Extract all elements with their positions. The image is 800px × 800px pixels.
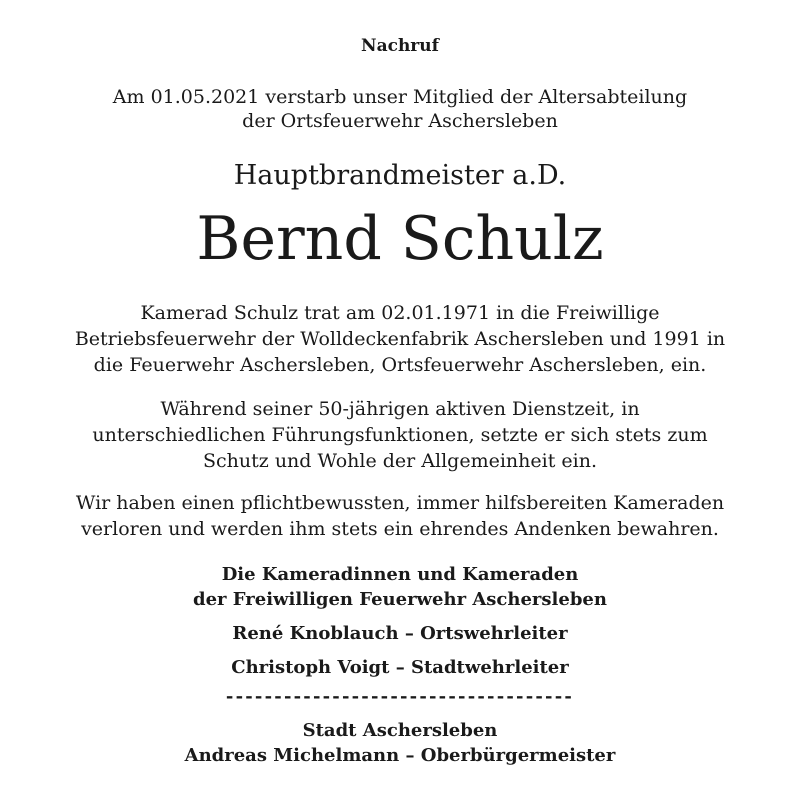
paragraph-1-line-3: die Feuerwehr Aschersleben, Ortsfeuerwehr Aschersleben, ein.: [93, 354, 707, 376]
dashed-divider: ------------------------------------: [225, 686, 575, 707]
intro-line-2: der Ortsfeuerwehr Aschersleben: [242, 110, 558, 132]
intro-line-1: Am 01.05.2021 verstarb unser Mitglied der Altersabteilung: [112, 86, 688, 108]
paragraph-1-line-2: Betriebsfeuerwehr der Wolldeckenfabrik Aschersleben und 1991 in: [74, 328, 726, 350]
paragraph-2-line-3: Schutz und Wohle der Allgemeinheit ein.: [203, 450, 597, 472]
deceased-rank: Hauptbrandmeister a.D.: [233, 160, 567, 191]
deceased-name: Bernd Schulz: [196, 204, 604, 274]
paragraph-2-line-1: Während seiner 50-jährigen aktiven Dienstzeit, in: [160, 398, 640, 420]
mayor-signature: Andreas Michelmann – Oberbürgermeister: [184, 745, 616, 766]
paragraph-2-line-2: unterschiedlichen Führungsfunktionen, setzte er sich stets zum: [92, 424, 708, 446]
city-name: Stadt Aschersleben: [302, 720, 498, 741]
signatory-local-chief: René Knoblauch – Ortswehrleiter: [232, 623, 568, 644]
paragraph-3-line-2: verloren und werden ihm stets ein ehrendes Andenken bewahren.: [81, 518, 719, 540]
paragraph-1-line-1: Kamerad Schulz trat am 02.01.1971 in die Freiwillige: [140, 302, 660, 324]
signatory-group-line-2: der Freiwilligen Feuerwehr Aschersleben: [193, 589, 607, 610]
paragraph-3-line-1: Wir haben einen pflichtbewussten, immer hilfsbereiten Kameraden: [75, 492, 725, 514]
signatory-group-line-1: Die Kameradinnen und Kameraden: [221, 564, 579, 585]
signatory-city-chief: Christoph Voigt – Stadtwehrleiter: [231, 657, 569, 678]
notice-heading: Nachruf: [361, 36, 439, 56]
